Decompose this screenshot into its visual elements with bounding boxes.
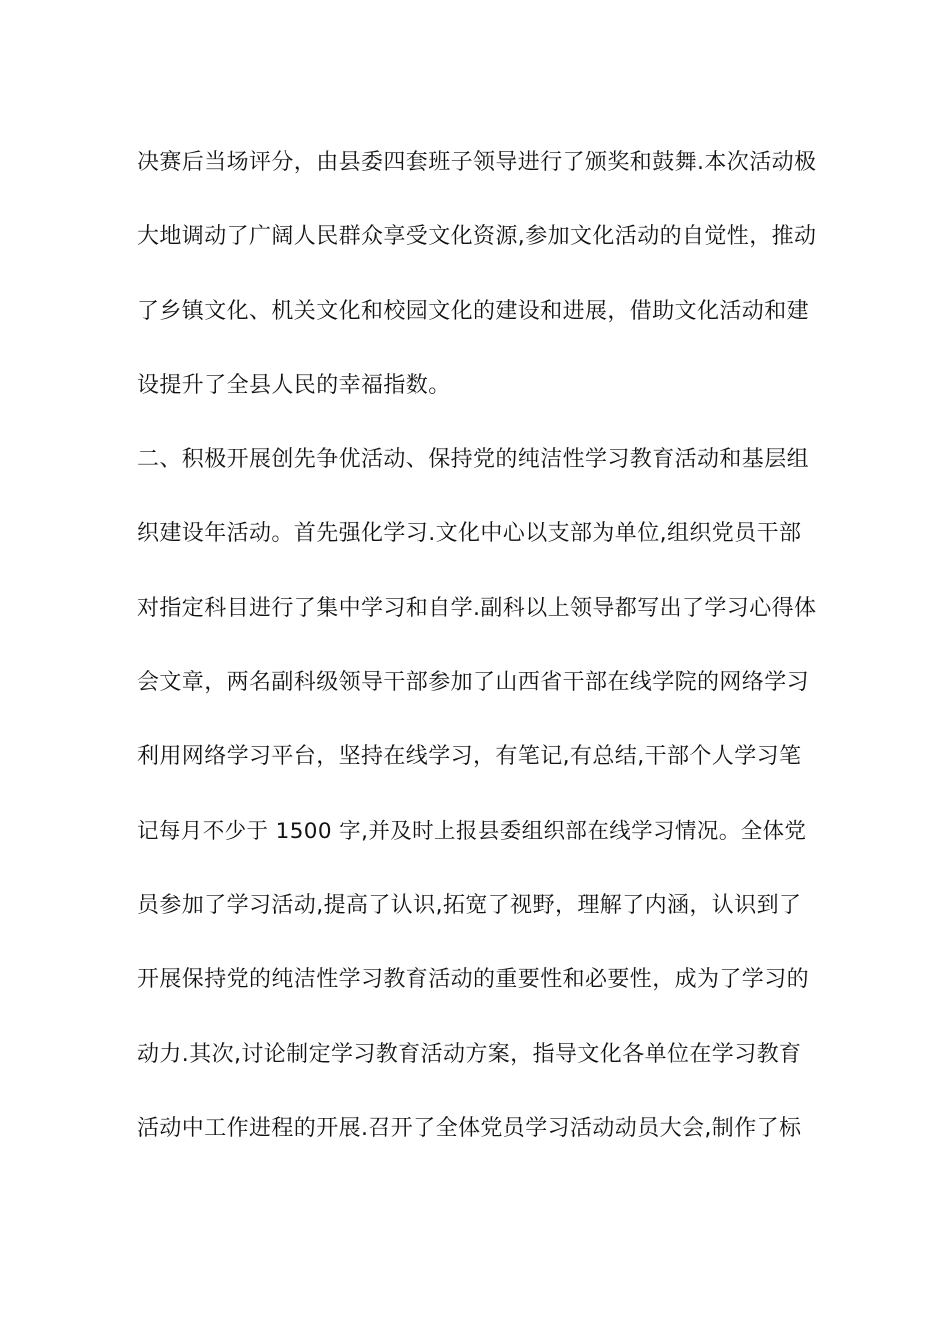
text-line: 利用网络学习平台，坚持在线学习，有笔记,有总结,干部个人学习笔: [137, 744, 802, 770]
section-heading-line: 二、积极开展创先争优活动、保持党的纯洁性学习教育活动和基层组: [137, 447, 810, 473]
text-line: 活动中工作进程的开展.召开了全体党员学习活动动员大会,制作了标: [137, 1115, 802, 1141]
body-text: [137, 138, 817, 1178]
text-line: 设提升了全县人民的幸福指数。: [137, 372, 451, 398]
text-line: 记每月不少于 1500 字,并及时上报县委组织部在线学习情况。全体党: [137, 818, 807, 844]
text-line: 织建设年活动。首先强化学习.文化中心以支部为单位,组织党员干部: [137, 521, 802, 547]
text-line: 会文章，两名副科级领导干部参加了山西省干部在线学院的网络学习: [137, 670, 810, 696]
text-line: 大地调动了广阔人民群众享受文化资源,参加文化活动的自觉性，推动: [137, 224, 817, 250]
text-line: 动力.其次,讨论制定学习教育活动方案，指导文化各单位在学习教育: [137, 1041, 802, 1067]
text-line: 决赛后当场评分，由县委四套班子领导进行了颁奖和鼓舞.本次活动极: [137, 150, 817, 175]
text-line: 了乡镇文化、机关文化和校园文化的建设和进展，借助文化活动和建: [137, 298, 810, 324]
text-line: 对指定科目进行了集中学习和自学.副科以上领导都写出了学习心得体: [137, 595, 817, 621]
text-line: 员参加了学习活动,提高了认识,拓宽了视野，理解了内涵，认识到了: [137, 892, 802, 918]
text-line: 开展保持党的纯洁性学习教育活动的重要性和必要性，成为了学习的: [137, 967, 810, 993]
